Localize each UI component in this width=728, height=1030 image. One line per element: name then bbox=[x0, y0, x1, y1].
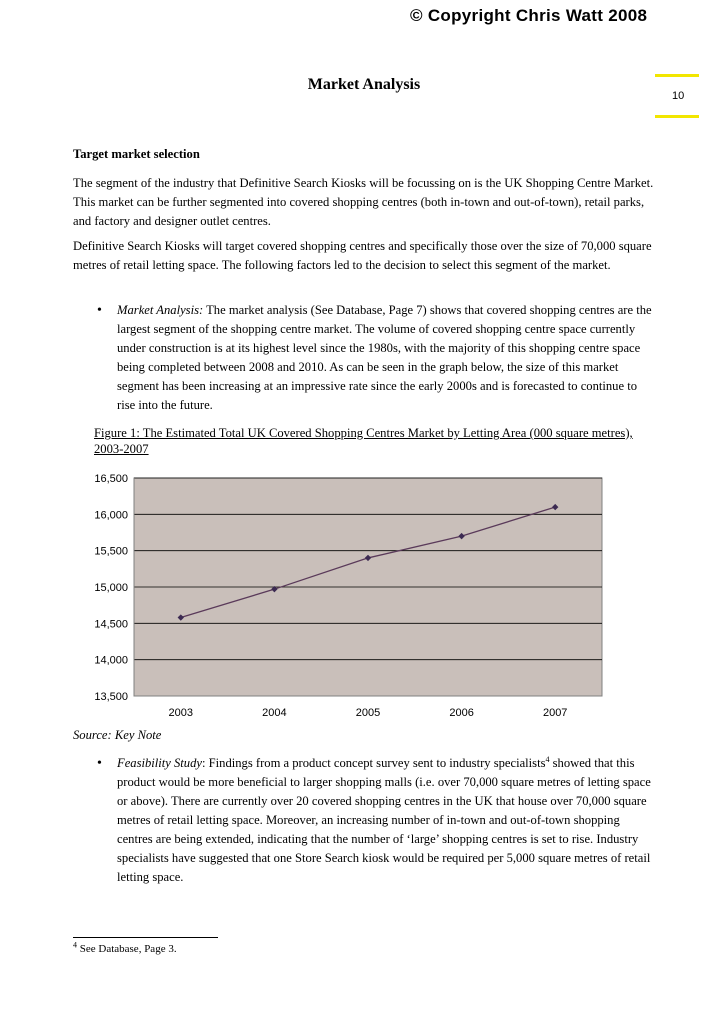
figure-source: Source: Key Note bbox=[73, 728, 162, 742]
line-chart bbox=[74, 468, 606, 726]
page-title: Market Analysis bbox=[307, 76, 421, 93]
bullet-text-cont: showed that this product would be more beneficial to larger shopping malls (i.e. over 70,000 square metres of letting space or above). There are currently over 20 covered shopping centres in the UK that house over 70,000 square metres of retail letting space. Moreover, an increasing number of in-town and out-of-town shopping centres are being extended, indicating that the number of ‘large’ shopping centres is set to rise. Industry specialists have suggested that one Store Search kiosk would be required per 5,000 square metres of retail letting space. bbox=[117, 756, 651, 884]
bullet-label: Feasibility Study bbox=[117, 756, 202, 770]
y-tick-label: 13,500 bbox=[94, 691, 128, 703]
y-tick-label: 15,000 bbox=[94, 582, 128, 594]
page-number: 10 bbox=[672, 90, 685, 102]
bullet-icon: • bbox=[97, 303, 102, 318]
figure-caption: Figure 1: The Estimated Total UK Covered Shopping Centres Market by Letting Area (000 square metres), 2003-2007 bbox=[94, 426, 633, 456]
y-tick-label: 15,500 bbox=[94, 545, 128, 558]
paragraph-2: Definitive Search Kiosks will target covered shopping centres and specifically those over the size of 70,000 square metres of retail letting space. The following factors led to the decision to select this segment of the market. bbox=[73, 239, 652, 272]
y-tick-label: 14,500 bbox=[94, 618, 128, 631]
bullet-body bbox=[117, 754, 657, 887]
y-tick-label: 16,500 bbox=[94, 473, 128, 485]
x-tick-label: 2006 bbox=[449, 707, 474, 719]
y-tick-label: 16,000 bbox=[94, 509, 128, 522]
x-tick-label: 2007 bbox=[542, 707, 568, 719]
footnote-text: See Database, Page 3. bbox=[77, 943, 177, 955]
bullet-text: The market analysis (See Database, Page 7) shows that covered shopping centres are the largest segment of the shopping centre market. The volume of covered shopping centre space currently under construction is at its highest level since the 1980s, with the majority of this shopping centre space being completed between 2008 and 2010. As can be seen in the graph below, the size of this market segment has been increasing at an impressive rate since the early 2000s and is forecasted to continue to rise into the future. bbox=[117, 303, 652, 412]
section-heading: Target market selection bbox=[73, 147, 200, 161]
y-tick-label: 14,000 bbox=[94, 654, 128, 667]
bullet-text: : Findings from a product concept survey sent to industry specialists bbox=[202, 756, 546, 770]
bullet-feasibility-study bbox=[97, 754, 657, 887]
accent-rule-bottom bbox=[655, 115, 699, 118]
x-tick-label: 2003 bbox=[168, 707, 194, 719]
footnote-separator bbox=[73, 937, 218, 938]
x-tick-label: 2005 bbox=[355, 707, 381, 719]
paragraph-1: The segment of the industry that Definitive Search Kiosks will be focussing on is the UK Shopping Centre Market. This market can be further segmented into covered shopping centres (both in-town and out-of-town), retail parks, and factory and designer outlet centres. bbox=[73, 176, 654, 228]
x-tick-label: 2004 bbox=[262, 707, 287, 719]
copyright-notice: © Copyright Chris Watt 2008 bbox=[410, 6, 648, 25]
footnote bbox=[73, 940, 177, 955]
footnote-number: 4 bbox=[73, 940, 77, 950]
bullet-body bbox=[117, 301, 657, 415]
bullet-icon: • bbox=[97, 756, 102, 771]
footnote-ref: 4 bbox=[545, 754, 550, 764]
bullet-label: Market Analysis: bbox=[117, 303, 204, 317]
bullet-market-analysis bbox=[97, 301, 657, 415]
